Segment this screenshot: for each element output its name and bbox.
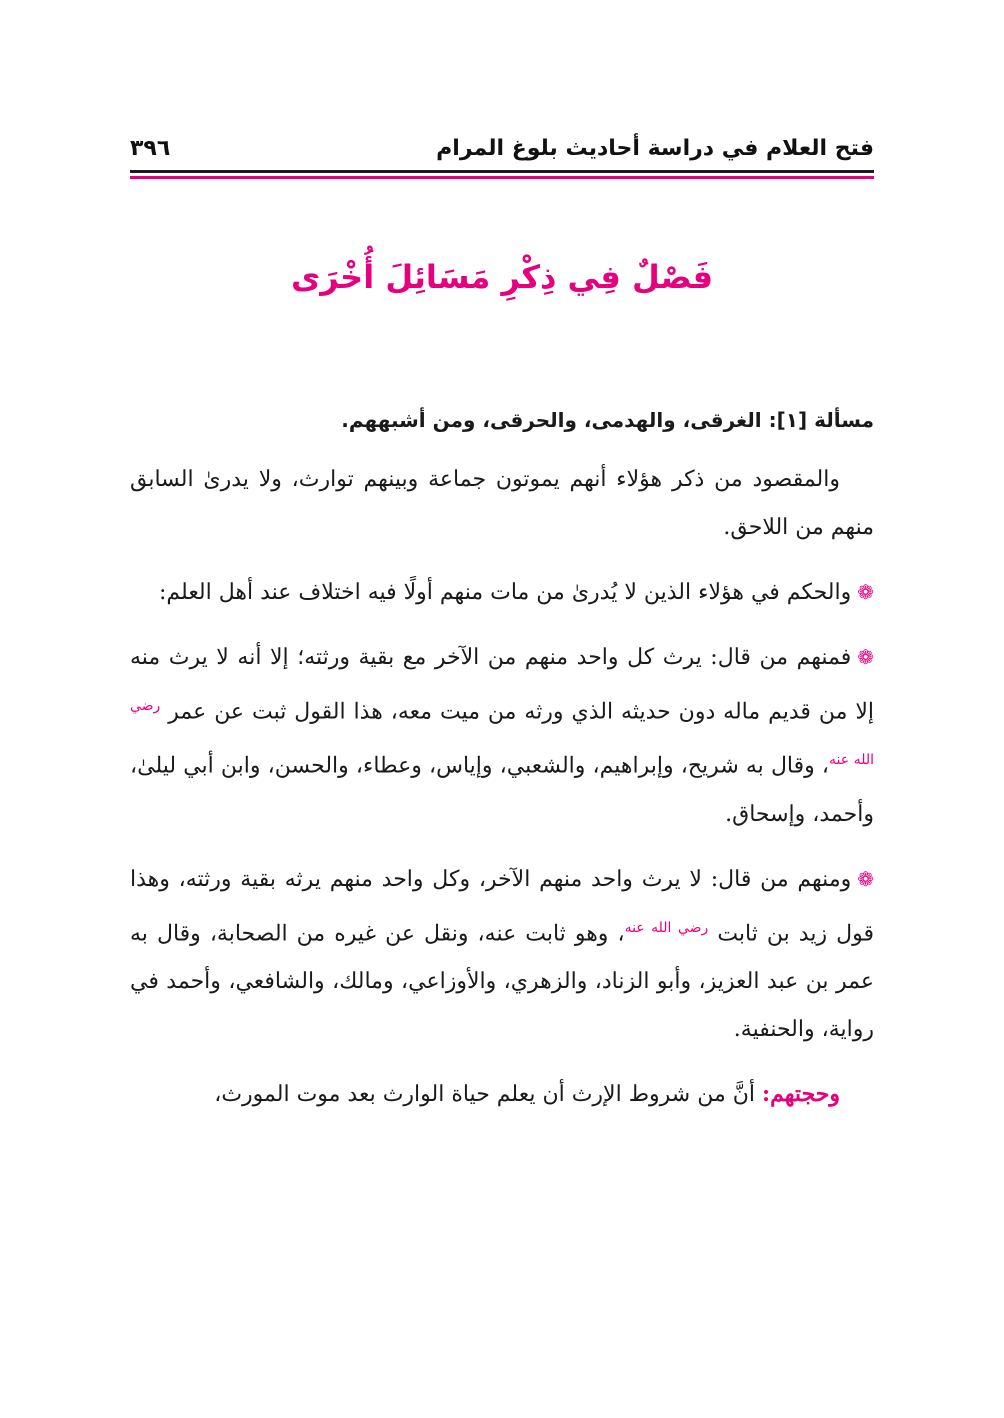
header-rule-black: [130, 170, 874, 173]
paragraph-first-opinion: [130, 633, 874, 839]
paragraph-second-opinion: [130, 855, 874, 1054]
chapter-heading: فَصْلٌ فِي ذِكْرِ مَسَائِلَ أُخْرَى: [290, 258, 714, 296]
paragraph-ruling-text: والحكم في هؤلاء الذين لا يُدرىٰ من مات منهم أولًا فيه اختلاف عند أهل العلم:: [158, 580, 852, 605]
second-opinion-text-b: ، وهو ثابت عنه، ونقل عن غيره من الصحابة، وقال به عمر بن عبد العزيز، وأبو الزناد، والزهري، والأوزاعي، ومالك، والشافعي، وأحمد في رواية، والحنفية.: [130, 920, 874, 1042]
running-header: [130, 128, 874, 168]
paragraph-intro: والمقصود من ذكر هؤلاء أنهم يموتون جماعة وبينهم توارث، ولا يدرىٰ السابق منهم من اللاحق.: [130, 467, 874, 540]
issue-label: مسألة [١]:: [768, 408, 874, 432]
header-rule-pink: [130, 176, 874, 179]
paragraph-ruling: [130, 568, 874, 617]
page-number: ٣٩٦: [130, 135, 171, 161]
paragraph-argument: [130, 1070, 874, 1119]
body-text: [130, 398, 874, 1135]
issue-title: الغرقى، والهدمى، والحرقى، ومن أشبههم.: [341, 408, 762, 432]
argument-text: أنَّ من شروط الإرث أن يعلم حياة الوارث بعد موت المورث،: [214, 1081, 756, 1107]
argument-label: وحجتهم:: [762, 1080, 840, 1107]
second-opinion-text-a: ومنهم من قال: لا يرث واحد منهم الآخر، وكل واحد منهم يرثه بقية ورثته، وهذا قول زيد بن ثابت: [130, 866, 875, 946]
flower-ornament-icon: ❁: [857, 645, 874, 669]
first-opinion-text-b: ، وقال به شريح، وإبراهيم، والشعبي، وإياس، وعطاء، والحسن، وابن أبي ليلىٰ، وأحمد، وإسحاق.: [130, 753, 874, 827]
issue-heading: [130, 398, 874, 442]
flower-ornament-icon: ❁: [857, 580, 874, 604]
honorific-glyph: رضي الله عنه: [130, 698, 874, 769]
flower-ornament-icon: ❁: [857, 866, 874, 891]
running-title: فتح العلام في دراسة أحاديث بلوغ المرام: [436, 135, 874, 161]
honorific-glyph: رضي الله عنه: [624, 919, 709, 936]
first-opinion-text-a: فمنهم من قال: يرث كل واحد منهم من الآخر مع بقية ورثته؛ إلا أنه لا يرث منه إلا من قديم ماله دون حديثه الذي ورثه من ميت معه، هذا القول ثبت عن عمر: [130, 645, 874, 725]
